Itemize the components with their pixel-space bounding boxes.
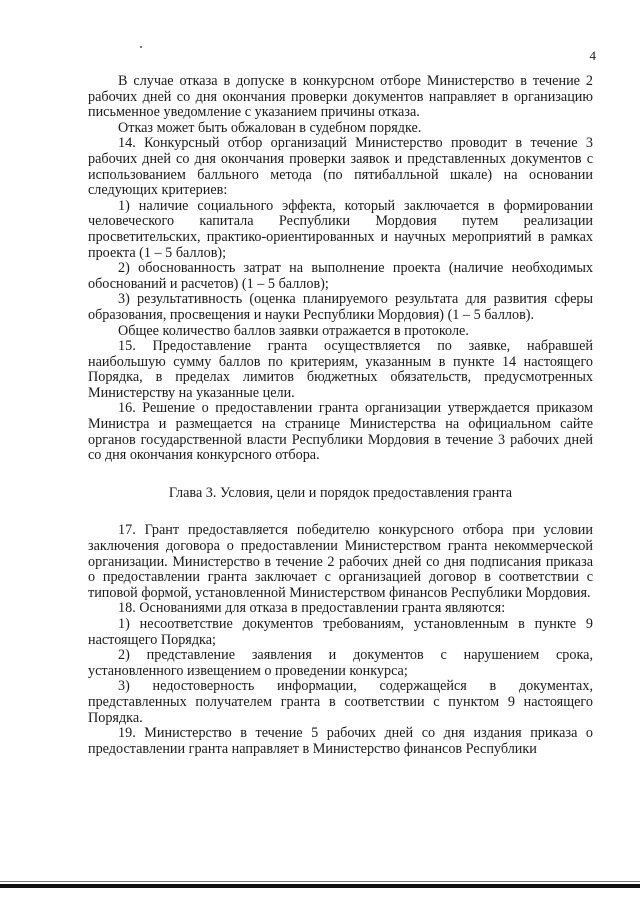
criterion-1: 1) наличие социального эффекта, который заключается в формировании человеческого капитала Республики Мордовия путем реализации просветительских, практико-ориентированных и научных мероприятий в рамках проекта (1 – 5 баллов); — [88, 197, 593, 261]
paragraph-15: 15. Предоставление гранта осуществляется по заявке, набравшей наибольшую сумму баллов по критериям, указанным в пункте 14 настоящего Порядка, в пределах лимитов бюджетных обязательств, предусмотренных Министерству на указанные цели. — [88, 338, 593, 401]
paragraph-17: 17. Грант предоставляется победителю конкурсного отбора при условии заключения договора о предоставлении Министерством гранта некоммерческой организации. Министерство в течение 2 рабочих дней со дня подписания приказа о предоставлении гранта заключает с организацией договор в соответствии с типовой формой, установленной Министерством финансов Республики Мордовия. — [88, 522, 593, 601]
paragraph-refusal-notice: В случае отказа в допуске в конкурсном отборе Министерство в течение 2 рабочих дней со дня окончания проверки документов направляет в организацию письменное уведомление с указанием причины отказа. — [88, 73, 593, 121]
criterion-3: 3) результативность (оценка планируемого результата для развития сферы образования, просвещения и науки Республики Мордовия) (1 – 5 баллов). — [88, 291, 593, 323]
scan-edge-bar — [0, 884, 640, 888]
scan-edge-line — [0, 881, 640, 882]
paragraph-appeal: Отказ может быть обжалован в судебном порядке. — [118, 119, 422, 136]
page-number: 4 — [589, 48, 596, 63]
scan-speck — [140, 46, 142, 48]
refusal-ground-2: 2) представление заявления и документов с нарушением срока, установленного извещением о проведении конкурса; — [88, 647, 593, 679]
paragraph-protocol: Общее количество баллов заявки отражается в протоколе. — [118, 322, 469, 339]
refusal-ground-3: 3) недостоверность информации, содержащейся в документах, представленных получателем гранта в соответствии с пунктом 9 настоящего Порядка. — [88, 678, 593, 726]
refusal-ground-1: 1) несоответствие документов требованиям, установленным в пункте 9 настоящего Порядка; — [88, 616, 593, 648]
paragraph-14: 14. Конкурсный отбор организаций Министерство проводит в течение 3 рабочих дней со дня окончания проверки заявок и представленных документов с использованием балльного метода (по пятибалльной шкале) на основании следующих критериев: — [88, 135, 593, 199]
document-body — [88, 74, 593, 757]
criterion-2: 2) обоснованность затрат на выполнение проекта (наличие необходимых обоснований и расчетов) (1 – 5 баллов); — [88, 260, 593, 292]
chapter-heading: Глава 3. Условия, цели и порядок предоставления гранта — [168, 484, 513, 501]
paragraph-16: 16. Решение о предоставлении гранта организации утверждается приказом Министра и размещается на странице Министерства на официальном сайте органов государственной власти Республики Мордовия в течение 3 рабочих дней со дня окончания конкурсного отбора. — [88, 400, 593, 464]
paragraph-19: 19. Министерство в течение 5 рабочих дней со дня издания приказа о предоставлении гранта направляет в Министерство финансов Республики — [88, 725, 593, 757]
paragraph-18: 18. Основаниями для отказа в предоставлении гранта являются: — [118, 600, 506, 617]
